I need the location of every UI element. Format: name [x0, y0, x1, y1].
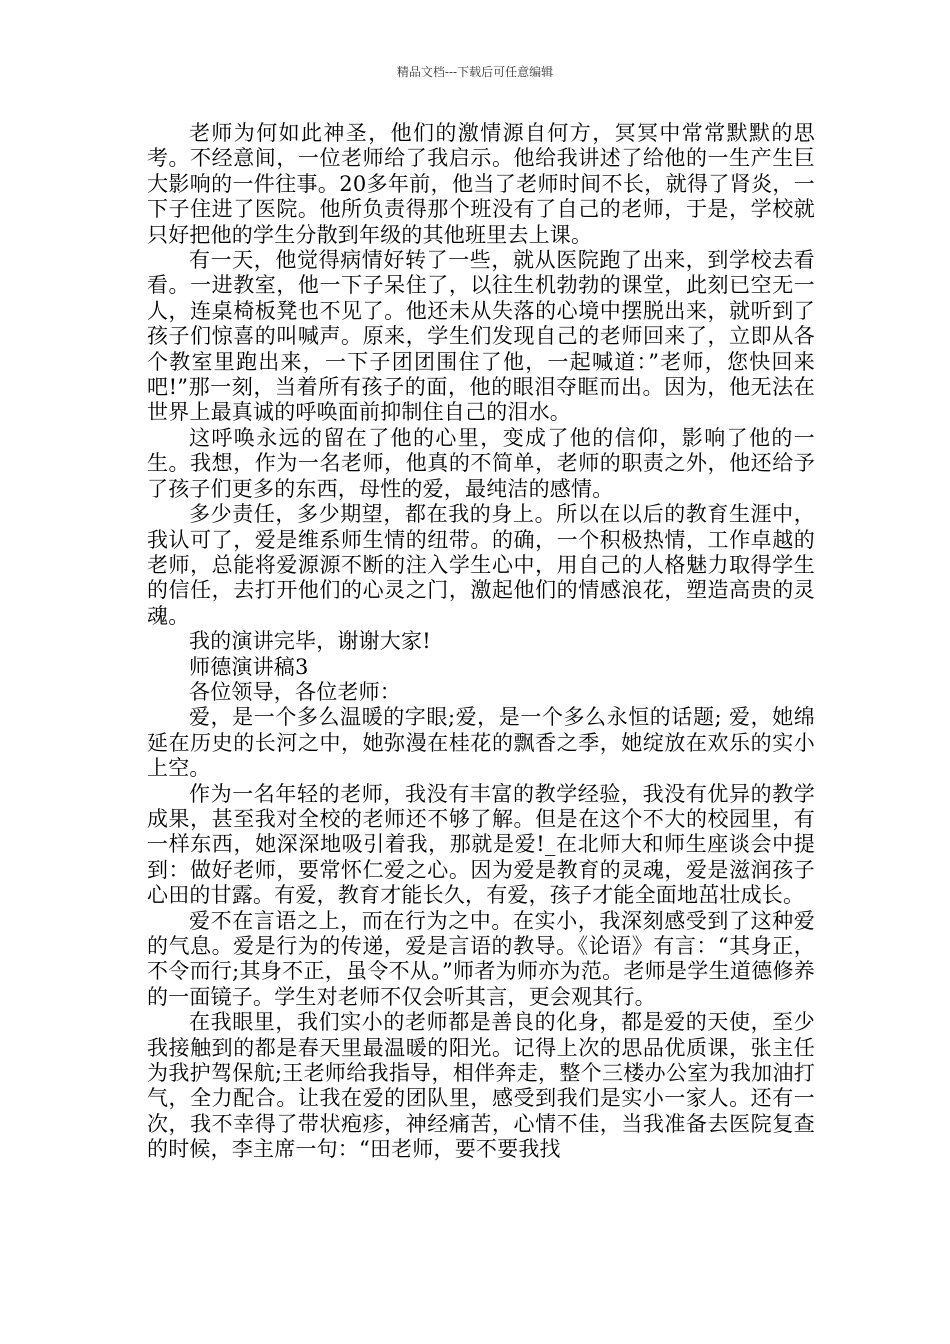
- paragraph: 多少责任，多少期望，都在我的身上。所以在以后的教育生涯中，我认可了，爱是维系师生情的纽带。的确，一个积极热情，工作卓越的老师，总能将爱源源不断的注入学生心中，用自己的人格魅力取得学生的信任，去打开他们的心灵之门，激起他们的情感浪花，塑造高贵的灵魂。: [147, 502, 815, 628]
- paragraph: 在我眼里，我们实小的老师都是善良的化身，都是爱的天使，至少我接触到的都是春天里最温暖的阳光。记得上次的思品优质课，张主任为我护驾保航;王老师给我指导，相伴奔走，整个三楼办公室为我加油打气，全力配合。让我在爱的团队里，感受到我们是实小一家人。还有一次，我不幸得了带状疱疹，神经痛苦，心情不佳，当我准备去医院复查的时候，李主席一句：“田老师，要不要我找: [147, 1010, 815, 1162]
- salutation: 各位领导，各位老师：: [189, 679, 401, 704]
- page-header: 精品文档---下载后可任意编辑: [396, 65, 554, 79]
- paragraph: 作为一名年轻的老师，我没有丰富的教学经验，我没有优异的教学成果，甚至我对全校的老师还不够了解。但是在这个不大的校园里，有一样东西，她深深地吸引着我，那就是爱!_在北师大和师生座谈会中提到：做好老师，要常怀仁爱之心。因为爱是教育的灵魂，爱是滋润孩子心田的甘露。有爱，教育才能长久，有爱，孩子才能全面地茁壮成长。: [147, 781, 815, 908]
- paragraph: 有一天，他觉得病情好转了一些，就从医院跑了出来，到学校去看看。一进教室，他一下子呆住了，以往生机勃勃的课堂，此刻已空无一人，连桌椅板凳也不见了。他还未从失落的心境中摆脱出来，就听到了孩子们惊喜的叫喊声。原来，学生们发现自己的老师回来了，立即从各个教室里跑出来，一下子团团围住了他，一起喊道：”老师，您快回来吧!”那一刻，当着所有孩子的面，他的眼泪夺眶而出。因为，他无法在世界上最真诚的呼唤面前抑制住自己的泪水。: [147, 248, 815, 425]
- paragraph: 老师为何如此神圣，他们的激情源自何方，冥冥中常常默默的思考。不经意间，一位老师给了我启示。他给我讲述了给他的一生产生巨大影响的一件往事。20多年前，他当了老师时间不长，就得了肾炎，一下子住进了医院。他所负责得那个班没有了自己的老师，于是，学校就只好把他的学生分散到年级的其他班里去上课。: [147, 121, 815, 247]
- document-body: [147, 121, 815, 1163]
- closing-line: 我的演讲完毕，谢谢大家!: [189, 629, 431, 654]
- paragraph: 爱不在言语之上，而在行为之中。在实小，我深刻感受到了这种爱的气息。爱是行为的传递，爱是言语的教导。《论语》有言：“其身正，不令而行;其身不正，虽令不从。”师者为师亦为范。老师是学生道德修养的一面镜子。学生对老师不仅会听其言，更会观其行。: [147, 908, 815, 1009]
- paragraph: 这呼唤永远的留在了他的心里，变成了他的信仰，影响了他的一生。我想，作为一名老师，他真的不简单，老师的职责之外，他还给予了孩子们更多的东西，母性的爱，最纯洁的感情。: [147, 425, 815, 501]
- paragraph: 爱，是一个多么温暖的字眼;爱，是一个多么永恒的话题; 爱，她绵延在历史的长河之中，她弥漫在桂花的飘香之季，她绽放在欢乐的实小上空。: [147, 705, 815, 781]
- section-title: 师德演讲稿3: [189, 654, 309, 679]
